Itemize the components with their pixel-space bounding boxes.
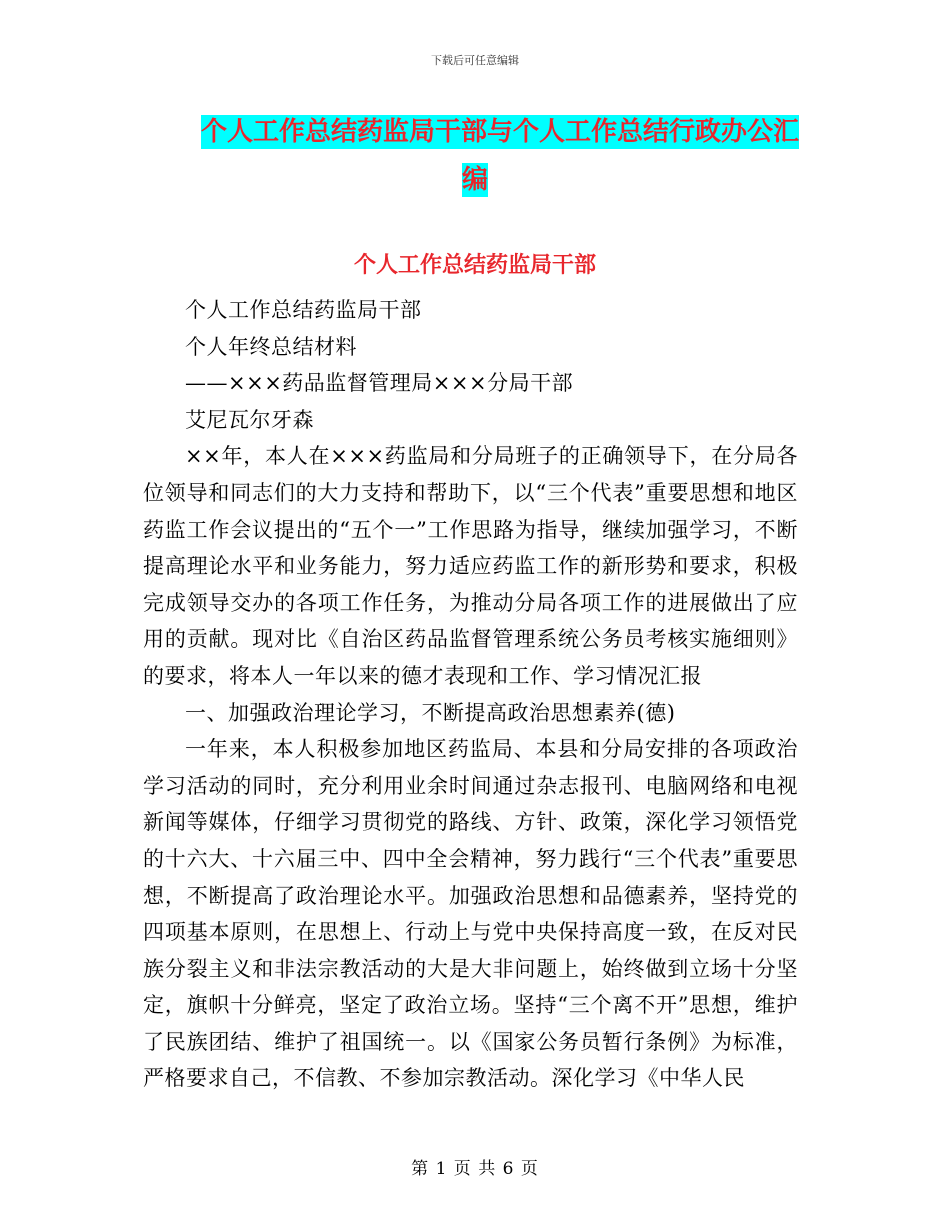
- section-heading: 个人工作总结药监局干部: [353, 253, 596, 278]
- document-title: [0, 108, 950, 204]
- document-title-line1: 个人工作总结药监局干部与个人工作总结行政办公汇: [200, 117, 799, 147]
- paragraph: 个人工作总结药监局干部: [185, 298, 422, 322]
- document-title-line2: 编: [461, 165, 488, 195]
- page-header-note: 下载后可任意编辑: [431, 54, 519, 67]
- page-number-footer: 第 1 页 共 6 页: [411, 1159, 539, 1179]
- paragraph: ——×××药品监督管理局×××分局干部: [185, 371, 574, 396]
- paragraph: 一、加强政治理论学习，不断提高政治思想素养(德): [185, 700, 676, 725]
- paragraph: 一年来，本人积极参加地区药监局、本县和分局安排的各项政治学习活动的同时，充分利用业余时间通过杂志报刊、电脑网络和电视新闻等媒体，仔细学习贯彻党的路线、方针、政策，深化学习领悟党的十六大、十六届三中、四中全会精神，努力践行“三个代表”重要思想，不断提高了政治理论水平。加强政治思想和品德素养，坚持党的四项基本原则，在思想上、行动上与党中央保持高度一致，在反对民族分裂主义和非法宗教活动的大是大非问题上，始终做到立场十分坚定，旗帜十分鲜亮，坚定了政治立场。坚持“三个离不开”思想，维护了民族团结、维护了祖国统一。以《国家公务员暂行条例》为标准，严格要求自己，不信教、不参加宗教活动。深化学习《中华人民: [143, 737, 798, 1091]
- document-body: [143, 292, 798, 1097]
- paragraph: ××年，本人在×××药监局和分局班子的正确领导下，在分局各位领导和同志们的大力支持和帮助下，以“三个代表”重要思想和地区药监工作会议提出的“五个一”工作思路为指导，继续加强学习，不断提高理论水平和业务能力，努力适应药监工作的新形势和要求，积极完成领导交办的各项工作任务，为推动分局各项工作的进展做出了应用的贡献。现对比《自治区药品监督管理系统公务员考核实施细则》的要求，将本人一年以来的德才表现和工作、学习情况汇报: [143, 444, 798, 688]
- paragraph: 个人年终总结材料: [185, 334, 357, 359]
- paragraph: 艾尼瓦尔牙森: [185, 407, 314, 432]
